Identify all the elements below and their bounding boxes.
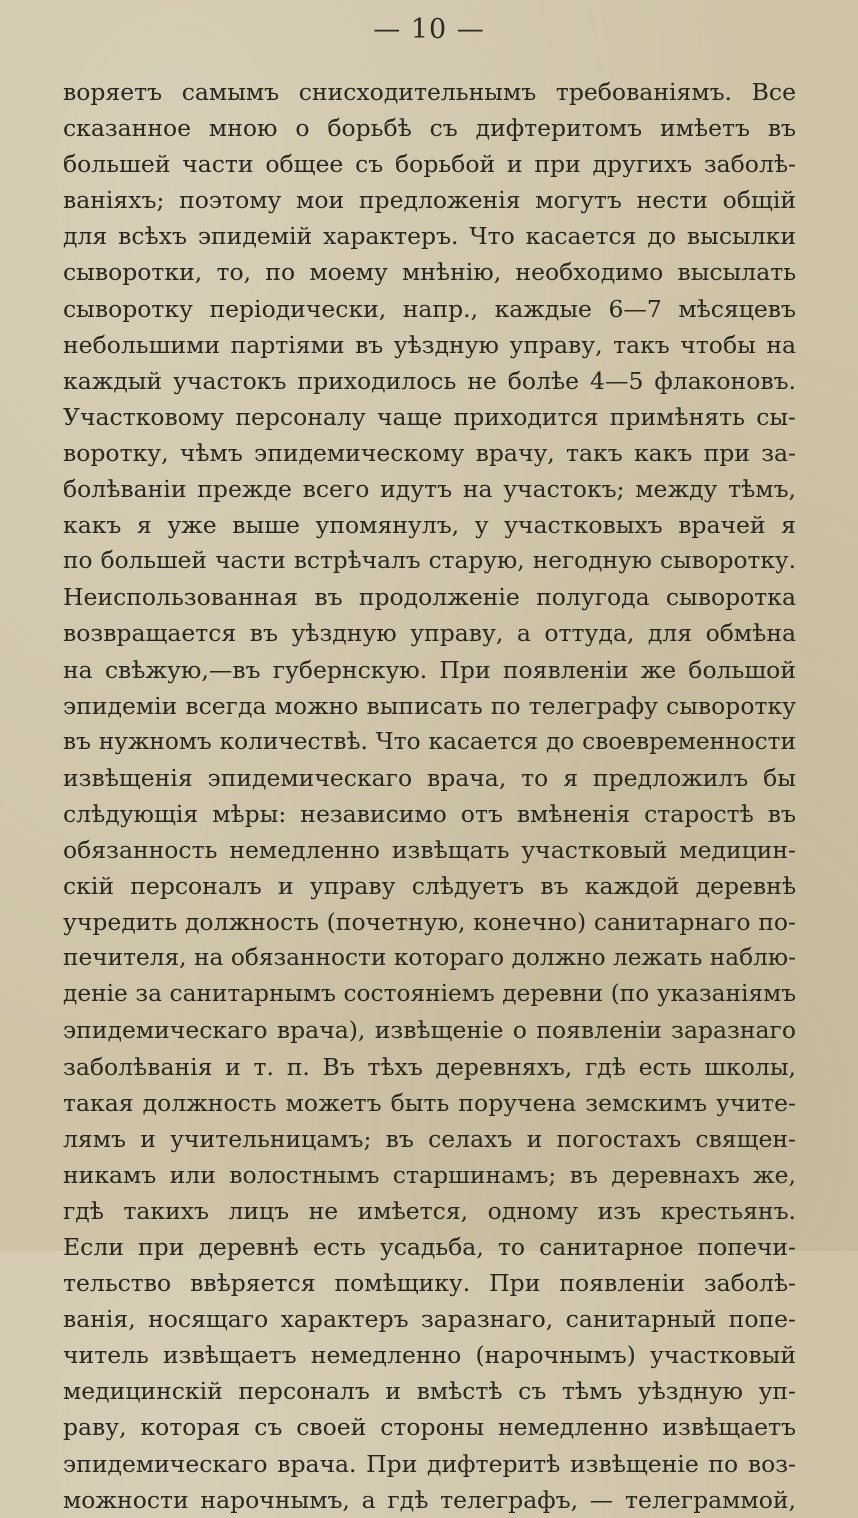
body-text — [63, 74, 796, 1518]
text-line: возвращается въ уѣздную управу, а оттуда, для обмѣна — [63, 619, 796, 648]
text-line: сыворотки, то, по моему мнѣнію, необходимо высылать — [63, 258, 796, 287]
text-line: на свѣжую,—въ губернскую. При появленіи же большой — [63, 655, 796, 684]
text-line: сказанное мною о борьбѣ съ дифтеритомъ имѣетъ въ — [63, 114, 796, 143]
text-line: болѣваніи прежде всего идутъ на участокъ; между тѣмъ, — [63, 475, 796, 504]
text-line: Если при деревнѣ есть усадьба, то санитарное попечи- — [63, 1233, 796, 1261]
text-line: деніе за санитарнымъ состояніемъ деревни (по указаніямъ — [63, 980, 796, 1008]
text-line: извѣщенія эпидемическаго врача, то я предложилъ бы — [63, 763, 796, 792]
text-line: Неиспользованная въ продолженіе полугода сыворотка — [63, 583, 796, 612]
text-line: каждый участокъ приходилось не болѣе 4—5 флаконовъ. — [63, 366, 796, 395]
text-line: скій персоналъ и управу слѣдуетъ въ каждой деревнѣ — [63, 872, 796, 901]
text-line: какъ я уже выше упомянулъ, у участковыхъ врачей я — [63, 511, 796, 540]
text-line: ванія, носящаго характеръ заразнаго, санитарный попе- — [63, 1305, 796, 1334]
text-line: гдѣ такихъ лицъ не имѣется, одному изъ крестьянъ. — [63, 1196, 796, 1225]
text-line: лямъ и учительницамъ; въ селахъ и погостахъ священ- — [63, 1124, 796, 1153]
text-line: слѣдующія мѣры: независимо отъ вмѣненія старостѣ въ — [63, 799, 796, 828]
text-line: по большей части встрѣчалъ старую, негодную сыворотку. — [63, 547, 796, 575]
text-line: эпидеміи всегда можно выписать по телеграфу сыворотку — [63, 691, 796, 720]
text-line: такая должность можетъ быть поручена земскимъ учите- — [63, 1088, 796, 1117]
text-line: заболѣванія и т. п. Въ тѣхъ деревняхъ, гдѣ есть школы, — [63, 1052, 796, 1081]
text-line: сыворотку періодически, напр., каждые 6—7 мѣсяцевъ — [63, 294, 796, 323]
text-line: раву, которая съ своей стороны немедленно извѣщаетъ — [63, 1413, 796, 1442]
text-line: тельство ввѣряется помѣщику. При появленіи заболѣ- — [63, 1269, 796, 1298]
text-line: никамъ или волостнымъ старшинамъ; въ деревнахъ же, — [63, 1160, 796, 1189]
text-line: ваніяхъ; поэтому мои предложенія могутъ нести общій — [63, 186, 796, 215]
text-line: эпидемическаго врача), извѣщеніе о появленіи заразнаго — [63, 1016, 796, 1045]
text-line: можности нарочнымъ, а гдѣ телеграфъ, — телеграммой, — [63, 1485, 796, 1514]
text-line: учредить должность (почетную, конечно) санитарнаго по- — [63, 908, 796, 937]
text-line: медицинскій персоналъ и вмѣстѣ съ тѣмъ уѣздную уп- — [63, 1377, 796, 1406]
text-line: въ нужномъ количествѣ. Что касается до своевременности — [63, 727, 796, 755]
text-line: воротку, чѣмъ эпидемическому врачу, такъ какъ при за- — [63, 438, 796, 467]
page-number: — 10 — — [373, 14, 485, 45]
text-line: воряетъ самымъ снисходительнымъ требованіямъ. Все — [63, 78, 796, 106]
text-line: для всѣхъ эпидемій характеръ. Что касается до высылки — [63, 222, 796, 251]
text-line: печителя, на обязанности котораго должно лежать наблю- — [63, 944, 796, 972]
text-line: обязанность немедленно извѣщать участковый медицин- — [63, 835, 796, 864]
text-line: читель извѣщаетъ немедленно (нарочнымъ) участковый — [63, 1341, 796, 1370]
text-line: Участковому персоналу чаще приходится примѣнять сы- — [63, 402, 796, 431]
text-line: небольшими партіями въ уѣздную управу, такъ чтобы на — [63, 330, 796, 359]
text-line: эпидемическаго врача. При дифтеритѣ извѣщеніе по воз- — [63, 1449, 796, 1478]
text-line: большей части общее съ борьбой и при другихъ заболѣ- — [63, 150, 796, 179]
